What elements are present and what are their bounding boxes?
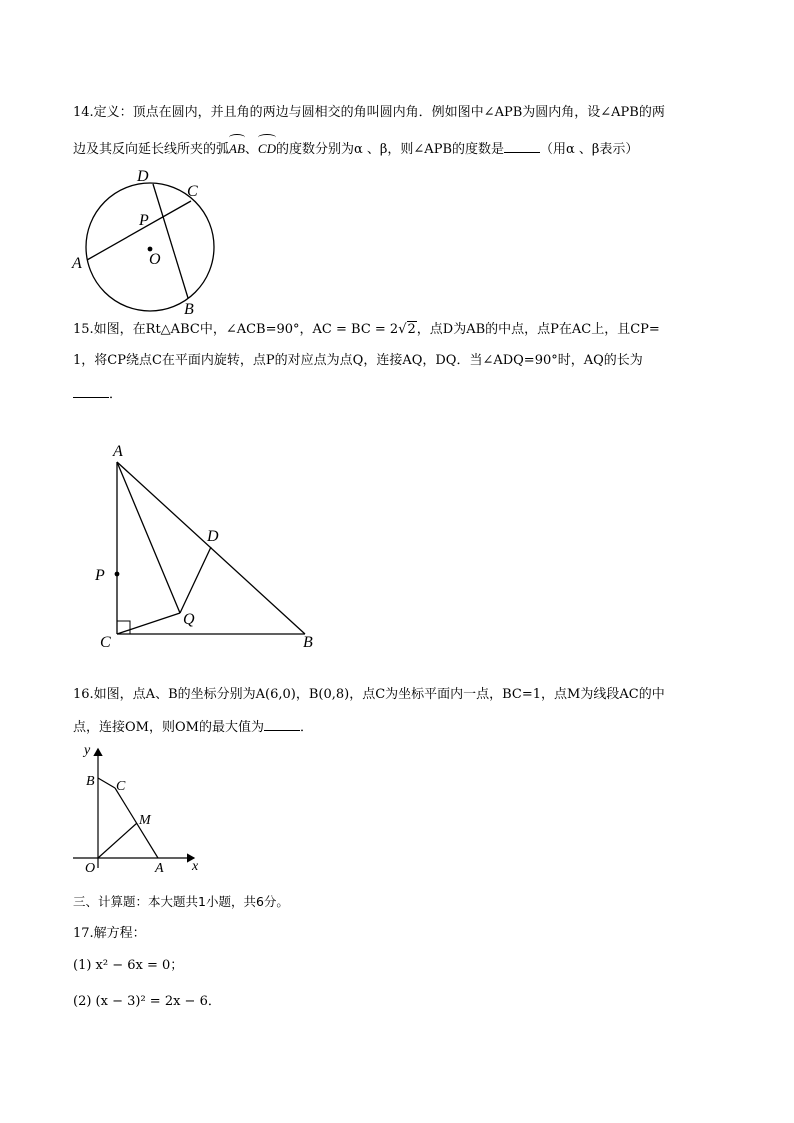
q14-line2-a: 边及其反向延长线所夹的弧 [73,142,230,157]
answer-blank [73,385,109,398]
label-p: P [95,567,105,584]
q16-line1 [73,686,665,704]
q17-title [73,925,146,943]
label-o: O [85,861,96,876]
label-x: x [192,859,199,874]
q17-eq2-text: (2) (x − 3)² = 2x − 6． [73,994,221,1009]
label-a: A [72,255,82,272]
label-d: D [137,168,149,185]
q15-line2 [73,352,643,370]
q14-line2-b: 的度数分别为α 、β，则∠APB的度数是 [275,142,504,157]
label-b: B [86,774,95,789]
segment-cq [117,613,180,634]
q16-line2-a: 点，连接OM，则OM的最大值为 [73,720,264,735]
answer-blank [504,140,540,153]
q14-line1-text: 14.定义：顶点在圆内，并且角的两边与圆相交的角叫圆内角．例如图中∠APB为圆内角，设∠APB的两 [73,105,665,120]
arc-mark-icon [229,134,245,141]
chord-ac [87,201,191,260]
label-a: A [113,443,123,460]
q16-line2-b: ． [299,720,313,735]
chord-db [153,184,188,298]
q14-arc-cd: CD [258,140,276,159]
label-q: Q [183,611,195,628]
label-c: C [187,183,198,200]
q17-eq1 [73,957,183,975]
label-y: y [84,743,91,758]
point-p [115,572,120,577]
q16-coordinate-figure [70,740,210,880]
q17-eq2 [73,993,221,1011]
q17-title-text: 17.解方程： [73,926,146,941]
arc-mark-icon [258,134,276,141]
sqrt-icon: √ [398,322,407,337]
segment-aq [117,462,180,613]
q15-line3-tail: ． [109,387,123,402]
label-b: B [303,634,313,651]
q15-line1 [73,321,660,339]
label-c: C [116,779,126,794]
q15-line3 [73,385,122,404]
answer-blank [264,718,300,731]
q14-line2-c: （用α 、β表示） [540,142,639,157]
label-o: O [149,251,161,268]
section-3-text: 三、计算题：本大题共1小题，共6分。 [73,894,289,909]
segment-dq [180,547,211,613]
label-p: P [139,212,149,229]
label-b: B [184,301,194,318]
label-a: A [155,861,164,876]
q15-triangle-figure [90,440,330,655]
q17-eq1-text: (1) x² − 6x = 0； [73,958,184,973]
segment-om [98,823,137,858]
segment-bc [98,778,115,788]
q15-line1-a: 15.如图，在Rt△ABC中，∠ACB=90°，AC = BC = 2 [73,322,399,337]
q14-circle-figure [70,165,230,325]
sqrt-radicand: 2 [407,322,416,337]
q14-line2-sep: 、 [244,142,258,157]
label-m: M [139,813,151,828]
section-3-heading [73,893,289,911]
q15-line1-b: ，点D为AB的中点，点P在AC上，且CP= [416,322,660,337]
q16-line2 [73,718,313,737]
label-d: D [207,528,219,545]
label-c: C [100,634,111,651]
q16-line1-text: 16.如图，点A、B的坐标分别为A(6,0)，B(0,8)，点C为坐标平面内一点，BC=1，点M为线段AC的中 [73,687,665,702]
q14-line2 [73,140,638,159]
q14-arc-ab: AB [229,140,245,159]
q14-line1 [73,104,665,122]
q15-line2-text: 1，将CP绕点C在平面内旋转，点P的对应点为点Q，连接AQ，DQ．当∠ADQ=90°时，AQ的长为 [73,353,643,368]
